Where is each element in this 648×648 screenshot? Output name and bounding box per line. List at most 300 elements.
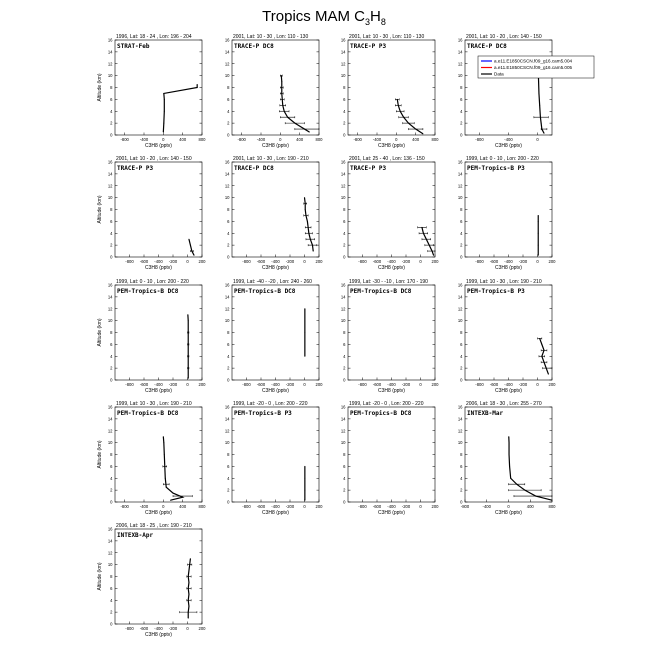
x-tick-label: -400 (139, 504, 149, 509)
data-point (190, 245, 191, 246)
y-tick-label: 14 (107, 538, 113, 544)
y-tick-label: 2 (227, 242, 230, 248)
y-tick-label: 16 (107, 37, 113, 43)
x-tick-label: 0 (507, 504, 510, 509)
data-point (188, 618, 189, 619)
y-tick-label: 14 (457, 49, 463, 55)
y-tick-label: 8 (343, 330, 346, 335)
data-point (164, 111, 165, 112)
data-profile-line (163, 85, 197, 133)
y-tick-label: 8 (343, 452, 346, 457)
data-point (538, 221, 539, 222)
y-tick-label: 4 (460, 475, 463, 481)
x-axis-label: C3H8 (pptv) (145, 388, 172, 394)
x-tick-label: 800 (548, 504, 556, 509)
title-sub1: 3 (364, 17, 370, 27)
x-tick-label: 0 (419, 259, 422, 264)
data-point (422, 133, 423, 134)
y-tick-label: 12 (340, 61, 346, 67)
y-tick-label: 6 (110, 341, 113, 347)
panel-frame (115, 40, 202, 135)
panel-meta: 2001, Lat: 10 - 30 , Lon: 110 - 130 (233, 34, 309, 40)
y-tick-label: 2 (227, 365, 230, 371)
x-tick-label: -400 (154, 382, 163, 387)
y-tick-label: 4 (227, 108, 230, 114)
y-tick-label: 0 (460, 254, 463, 260)
x-axis-label: C3H8 (pptv) (145, 632, 172, 638)
x-tick-label: 400 (412, 137, 420, 142)
data-point (539, 105, 540, 106)
data-profile-line (189, 239, 194, 255)
panel-meta: 2001, Lat: 25 - 40 , Lon: 136 - 150 (349, 156, 425, 162)
x-tick-label: -600 (372, 382, 382, 387)
x-tick-label: 0 (186, 382, 189, 387)
x-tick-label: 0 (536, 382, 539, 387)
x-tick-label: 200 (431, 504, 439, 509)
y-axis-label: Altitude (km) (97, 73, 103, 102)
x-tick-label: -800 (358, 259, 367, 264)
x-tick-label: -200 (518, 382, 528, 387)
data-point (552, 500, 553, 501)
y-tick-label: 10 (107, 73, 113, 79)
y-tick-label: 0 (110, 499, 113, 505)
y-tick-label: 4 (227, 475, 230, 481)
x-axis-label: C3H8 (pptv) (495, 510, 522, 516)
x-axis-label: C3H8 (pptv) (145, 265, 172, 271)
x-tick-label: -200 (518, 259, 528, 264)
data-point (509, 466, 510, 467)
data-point (190, 558, 191, 559)
panel-15 (458, 401, 556, 516)
y-tick-label: 12 (340, 183, 346, 189)
panel-frame (232, 407, 319, 502)
y-tick-label: 16 (457, 159, 463, 165)
x-tick-label: -400 (271, 504, 280, 509)
y-tick-label: 12 (340, 306, 346, 312)
panel-label: STRAT-Feb (117, 43, 150, 50)
x-tick-label: 200 (315, 382, 323, 387)
x-tick-label: -400 (271, 259, 280, 264)
data-point (188, 239, 189, 240)
y-tick-label: 8 (343, 85, 346, 90)
y-tick-label: 2 (460, 487, 463, 493)
x-tick-label: 0 (303, 259, 306, 264)
data-point (538, 93, 539, 94)
x-axis-label: C3H8 (pptv) (145, 510, 172, 516)
x-tick-label: 0 (279, 137, 282, 142)
data-point (197, 87, 198, 88)
y-tick-label: 2 (110, 365, 113, 371)
legend-entry: Data (494, 71, 504, 77)
panel-frame (348, 407, 435, 502)
y-tick-label: 16 (340, 282, 346, 288)
y-tick-label: 6 (460, 463, 463, 469)
x-tick-label: -400 (387, 504, 396, 509)
data-point (170, 500, 171, 501)
panel-4 (97, 156, 206, 271)
x-tick-label: -400 (256, 137, 266, 142)
y-tick-label: 0 (460, 132, 463, 138)
y-tick-label: 16 (457, 282, 463, 288)
y-tick-label: 6 (460, 341, 463, 347)
y-tick-label: 0 (227, 132, 230, 138)
x-tick-label: 0 (395, 137, 398, 142)
y-tick-label: 10 (107, 195, 113, 201)
y-tick-label: 2 (110, 487, 113, 493)
panel-frame (232, 40, 319, 135)
x-tick-label: 800 (198, 504, 206, 509)
x-axis-label: C3H8 (pptv) (495, 143, 522, 149)
y-tick-label: 10 (224, 440, 230, 446)
panel-label: TRACE-P P3 (350, 43, 387, 50)
y-tick-label: 4 (110, 108, 113, 114)
x-tick-label: -600 (372, 259, 382, 264)
data-point (197, 84, 198, 85)
legend-entry: a.e11.E1850CSCN.f09_g16.cam5.004 (494, 58, 573, 64)
y-tick-label: 0 (460, 499, 463, 505)
y-tick-label: 8 (227, 85, 230, 90)
y-tick-label: 2 (343, 120, 346, 126)
x-tick-label: -200 (285, 259, 295, 264)
x-tick-label: 0 (536, 259, 539, 264)
data-point (304, 308, 305, 309)
x-axis-label: C3H8 (pptv) (378, 388, 405, 394)
x-tick-label: -800 (475, 382, 484, 387)
y-tick-label: 0 (343, 254, 346, 260)
data-point (538, 81, 539, 82)
panel-1 (225, 34, 323, 149)
y-tick-label: 10 (224, 73, 230, 79)
y-tick-label: 8 (110, 574, 113, 579)
y-tick-label: 16 (340, 404, 346, 410)
data-point (188, 378, 189, 379)
y-tick-label: 14 (224, 294, 230, 300)
data-point (433, 255, 434, 256)
panel-frame (115, 407, 202, 502)
y-tick-label: 14 (224, 49, 230, 55)
panel-0 (97, 34, 206, 149)
x-tick-label: 0 (162, 504, 165, 509)
y-tick-label: 14 (107, 416, 113, 422)
y-tick-label: 12 (224, 306, 230, 312)
data-point (188, 320, 189, 321)
x-axis-label: C3H8 (pptv) (495, 388, 522, 394)
y-axis-label: Altitude (km) (97, 562, 103, 591)
x-tick-label: 200 (315, 259, 323, 264)
x-axis-label: C3H8 (pptv) (262, 510, 289, 516)
y-tick-label: 6 (343, 463, 346, 469)
panel-meta: 1999, Lat: 0 - 10 , Lon: 200 - 220 (466, 156, 539, 162)
x-tick-label: -400 (387, 382, 396, 387)
panel-12 (97, 401, 206, 516)
x-tick-label: -600 (256, 504, 266, 509)
x-axis-label: C3H8 (pptv) (378, 265, 405, 271)
y-tick-label: 2 (227, 120, 230, 126)
panel-2 (341, 34, 439, 149)
data-profile-line (281, 76, 309, 132)
panel-meta: 1999, Lat: -20 - 0 , Lon: 200 - 220 (349, 401, 424, 407)
y-tick-label: 4 (460, 230, 463, 236)
y-tick-label: 10 (457, 440, 463, 446)
x-tick-label: 400 (296, 137, 304, 142)
y-tick-label: 4 (460, 353, 463, 359)
x-tick-label: 400 (179, 504, 187, 509)
data-point (304, 490, 305, 491)
x-tick-label: -600 (139, 382, 149, 387)
y-tick-label: 4 (110, 230, 113, 236)
legend-entry: a.e11.E1850CSCN.f09_g16.cam5.005 (494, 65, 573, 71)
panel-10 (341, 279, 439, 394)
panel-meta: 2001, Lat: 10 - 30 , Lon: 110 - 130 (349, 34, 425, 40)
data-point (166, 487, 167, 488)
panel-5 (225, 156, 323, 271)
y-tick-label: 12 (457, 183, 463, 189)
x-tick-label: -400 (504, 137, 513, 142)
data-point (304, 500, 305, 501)
title-mid: H (369, 8, 381, 25)
data-point (509, 454, 510, 455)
x-tick-label: -800 (125, 626, 134, 631)
y-tick-label: 16 (457, 404, 463, 410)
panel-8 (97, 279, 206, 394)
data-point (538, 245, 539, 246)
data-point (304, 197, 305, 198)
x-tick-label: -600 (256, 259, 266, 264)
y-tick-label: 14 (107, 49, 113, 55)
y-tick-label: 4 (110, 597, 113, 603)
y-tick-label: 8 (110, 330, 113, 335)
title-sub2: 8 (380, 17, 386, 27)
y-tick-label: 8 (110, 85, 113, 90)
y-tick-label: 14 (107, 171, 113, 177)
x-tick-label: -800 (475, 137, 484, 142)
panel-13 (225, 401, 323, 516)
y-tick-label: 0 (343, 499, 346, 505)
x-tick-label: -800 (358, 382, 367, 387)
x-tick-label: -800 (242, 504, 251, 509)
x-tick-label: 200 (431, 259, 439, 264)
y-tick-label: 12 (457, 61, 463, 67)
y-tick-label: 8 (460, 452, 463, 457)
y-tick-label: 8 (227, 207, 230, 212)
y-tick-label: 6 (227, 218, 230, 224)
y-tick-label: 6 (343, 341, 346, 347)
data-point (307, 221, 308, 222)
panel-frame (232, 162, 319, 257)
x-tick-label: 200 (548, 382, 556, 387)
data-point (304, 332, 305, 333)
panel-label: PEM-Tropics-B P3 (234, 410, 292, 417)
panel-frame (465, 285, 552, 380)
panel-label: INTEXB-Apr (117, 532, 154, 539)
panel-label: INTEXB-Mar (467, 410, 504, 417)
data-point (510, 478, 511, 479)
y-tick-label: 10 (457, 73, 463, 79)
y-tick-label: 4 (227, 230, 230, 236)
y-tick-label: 8 (460, 207, 463, 212)
data-point (163, 442, 164, 443)
x-tick-label: 0 (536, 137, 539, 142)
data-point (538, 215, 539, 216)
x-tick-label: -400 (482, 504, 491, 509)
data-point (182, 497, 183, 498)
y-tick-label: 6 (110, 463, 113, 469)
panel-label: PEM-Tropics-B DC8 (234, 288, 296, 295)
x-tick-label: 0 (303, 382, 306, 387)
y-tick-label: 14 (457, 171, 463, 177)
y-tick-label: 0 (110, 621, 113, 627)
y-tick-label: 6 (110, 96, 113, 102)
x-tick-label: 800 (431, 137, 439, 142)
y-tick-label: 14 (340, 171, 346, 177)
x-tick-label: 200 (431, 382, 439, 387)
data-point (304, 478, 305, 479)
y-tick-label: 8 (460, 330, 463, 335)
y-axis-label: Altitude (km) (97, 195, 103, 224)
x-tick-label: -200 (285, 382, 295, 387)
x-tick-label: 400 (526, 504, 534, 509)
x-axis-label: C3H8 (pptv) (262, 143, 289, 149)
data-point (304, 466, 305, 467)
x-tick-label: -800 (125, 382, 134, 387)
x-tick-label: -400 (504, 382, 513, 387)
y-tick-label: 16 (340, 37, 346, 43)
y-tick-label: 4 (343, 108, 346, 114)
panel-6 (341, 156, 439, 271)
panel-label: TRACE-P P3 (350, 165, 387, 172)
y-tick-label: 16 (224, 159, 230, 165)
x-axis-label: C3H8 (pptv) (262, 265, 289, 271)
panel-label: PEM-Tropics-B P3 (467, 288, 525, 295)
x-tick-label: 200 (315, 504, 323, 509)
y-tick-label: 14 (340, 416, 346, 422)
y-tick-label: 12 (107, 428, 113, 434)
x-tick-label: 800 (198, 137, 206, 142)
panel-meta: 2001, Lat: 10 - 20 , Lon: 140 - 150 (116, 156, 192, 162)
data-point (541, 123, 542, 124)
y-tick-label: 16 (107, 282, 113, 288)
panel-meta: 1999, Lat: -20 - 0 , Lon: 200 - 220 (233, 401, 308, 407)
x-axis-label: C3H8 (pptv) (495, 265, 522, 271)
panel-meta: 1996, Lat: 18 - 24 , Lon: 196 - 204 (116, 34, 192, 40)
panel-frame (115, 162, 202, 257)
x-tick-label: 0 (162, 137, 165, 142)
panel-meta: 1999, Lat: 0 - 10 , Lon: 200 - 220 (116, 279, 189, 285)
y-tick-label: 14 (224, 171, 230, 177)
panel-label: PEM-Tropics-B DC8 (350, 410, 412, 417)
y-tick-label: 16 (224, 282, 230, 288)
x-tick-label: 400 (179, 137, 187, 142)
x-tick-label: -800 (475, 259, 484, 264)
y-tick-label: 10 (457, 318, 463, 324)
y-tick-label: 16 (107, 404, 113, 410)
y-tick-label: 8 (110, 452, 113, 457)
panel-label: PEM-Tropics-B DC8 (117, 288, 179, 295)
x-tick-label: -800 (358, 504, 367, 509)
panel-label: TRACE-P DC8 (234, 165, 274, 172)
y-tick-label: 6 (343, 218, 346, 224)
x-tick-label: -800 (242, 259, 251, 264)
x-tick-label: -400 (372, 137, 382, 142)
panel-14 (341, 401, 439, 516)
y-tick-label: 14 (107, 294, 113, 300)
data-point (163, 436, 164, 437)
y-tick-label: 12 (457, 306, 463, 312)
y-tick-label: 16 (107, 526, 113, 532)
data-profile-line (163, 437, 182, 501)
y-tick-label: 14 (340, 49, 346, 55)
y-tick-label: 6 (227, 341, 230, 347)
y-tick-label: 2 (460, 120, 463, 126)
y-tick-label: 12 (457, 428, 463, 434)
x-tick-label: -400 (271, 382, 280, 387)
y-tick-label: 10 (340, 195, 346, 201)
y-tick-label: 14 (224, 416, 230, 422)
y-tick-label: 6 (110, 218, 113, 224)
panel-7 (458, 156, 556, 271)
x-tick-label: -600 (489, 259, 499, 264)
x-tick-label: -400 (504, 259, 513, 264)
x-tick-label: -600 (139, 259, 149, 264)
panel-frame (465, 162, 552, 257)
x-tick-label: 0 (303, 504, 306, 509)
panel-meta: 1999, Lat: 10 - 30 , Lon: 190 - 210 (466, 279, 542, 285)
x-tick-label: -800 (125, 259, 134, 264)
panel-meta: 1999, Lat: 10 - 30 , Lon: 190 - 210 (116, 401, 192, 407)
y-tick-label: 2 (227, 487, 230, 493)
y-tick-label: 10 (340, 318, 346, 324)
x-tick-label: -800 (120, 137, 129, 142)
y-tick-label: 2 (343, 242, 346, 248)
x-tick-label: 200 (548, 259, 556, 264)
y-tick-label: 2 (110, 609, 113, 615)
panel-meta: 2006, Lat: 18 - 30 , Lon: 255 - 270 (466, 401, 542, 407)
x-tick-label: -600 (139, 626, 149, 631)
y-tick-label: 16 (224, 404, 230, 410)
y-tick-label: 12 (224, 428, 230, 434)
data-profile-line (305, 198, 314, 251)
y-tick-label: 8 (110, 207, 113, 212)
y-tick-label: 10 (107, 318, 113, 324)
panel-9 (225, 279, 323, 394)
data-point (508, 436, 509, 437)
data-point (163, 123, 164, 124)
data-point (187, 314, 188, 315)
data-point (544, 133, 545, 134)
x-tick-label: 200 (198, 382, 206, 387)
data-point (194, 255, 195, 256)
y-tick-label: 12 (340, 428, 346, 434)
y-tick-label: 2 (110, 120, 113, 126)
x-tick-label: -200 (168, 626, 178, 631)
y-tick-label: 12 (107, 550, 113, 556)
y-tick-label: 0 (227, 377, 230, 383)
x-axis-label: C3H8 (pptv) (262, 388, 289, 394)
x-tick-label: -800 (353, 137, 362, 142)
panel-label: PEM-Tropics-B DC8 (117, 410, 179, 417)
panel-frame (348, 162, 435, 257)
panel-label: TRACE-P DC8 (467, 43, 507, 50)
x-tick-label: 0 (419, 504, 422, 509)
y-tick-label: 12 (224, 183, 230, 189)
y-tick-label: 10 (224, 318, 230, 324)
y-axis-label: Altitude (km) (97, 318, 103, 347)
y-tick-label: 0 (343, 132, 346, 138)
data-point (309, 132, 310, 133)
data-point (304, 356, 305, 357)
data-point (163, 132, 164, 133)
panel-label: PEM-Tropics-B P3 (467, 165, 525, 172)
